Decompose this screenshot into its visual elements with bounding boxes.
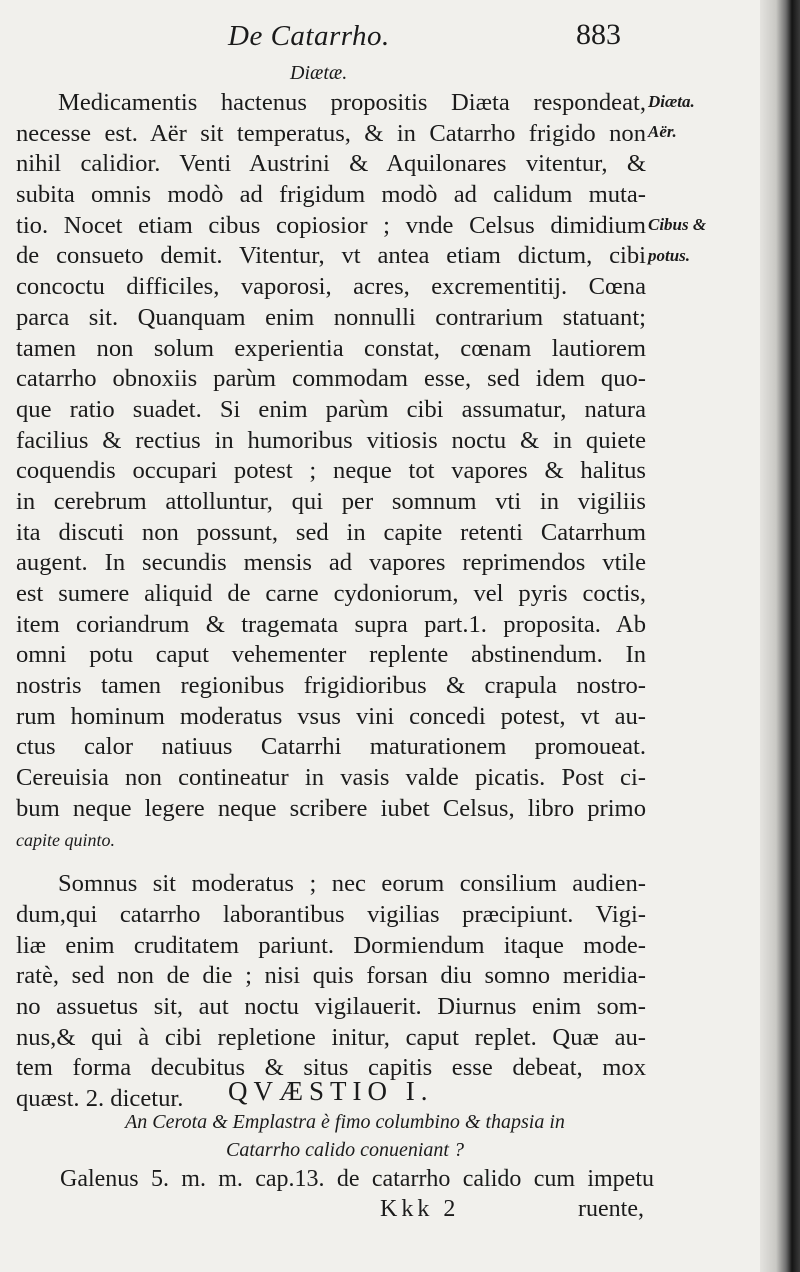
- text-line: necesse est. Aër sit temperatus, & in Catarrho frigido non: [16, 119, 646, 147]
- text-line: est sumere aliquid de carne cydoniorum, vel pyris coctis,: [16, 580, 646, 607]
- text-line: subita omnis modò ad frigidum modò ad calidum muta-: [16, 181, 646, 209]
- galenus-line: Galenus 5. m. m. cap.13. de catarrho calido cum impetu: [60, 1166, 654, 1192]
- margin-note-diaeta: Diæta.: [648, 92, 695, 111]
- text-line: coquendis occupari potest ; neque tot vapores & halitus: [16, 457, 646, 485]
- paragraph-diaeta: [16, 88, 646, 855]
- text-line: omni potu caput vehementer replente abstinendum. In: [16, 641, 646, 669]
- text-line: augent. In secundis mensis ad vapores reprimendos vtile: [16, 549, 646, 577]
- text-line: ctus calor natiuus Catarrhi maturationem promoueat.: [16, 733, 646, 761]
- signature-mark: Kkk 2: [380, 1196, 460, 1222]
- text-line: parca sit. Quanquam enim nonnulli contrarium statuant;: [16, 303, 646, 331]
- margin-note-potus: potus.: [648, 246, 691, 265]
- text-line: bum neque legere neque scribere iubet Celsus, libro primo: [16, 794, 646, 822]
- section-heading: Diætæ.: [290, 62, 348, 84]
- text-line: que ratio suadet. Si enim parùm cibi assumatur, natura: [16, 395, 646, 423]
- text-line: nihil calidior. Venti Austrini & Aquilonares vitentur, &: [16, 150, 646, 178]
- text-line: tamen non solum experientia constat, cœnam lautiorem: [16, 334, 646, 362]
- text-line: concoctu difficiles, vaporosi, acres, excrementitij. Cœna: [16, 273, 646, 301]
- text-line: Cereuisia non contineatur in vasis valde picatis. Post ci-: [16, 764, 646, 792]
- text-line: item coriandrum & tragemata supra part.1. proposita. Ab: [16, 610, 646, 638]
- text-line: capite quinto.: [16, 829, 115, 850]
- text-line: catarrho obnoxiis parùm commodam esse, sed idem quo-: [16, 365, 646, 393]
- page-number: 883: [576, 18, 621, 51]
- question-title: QVÆSTIO I.: [228, 1076, 434, 1106]
- catchword: ruente,: [578, 1196, 644, 1222]
- text-line: tem forma decubitus & situs capitis esse debeat, mox: [16, 1054, 646, 1082]
- text-line: quæst. 2. dicetur.: [16, 1085, 184, 1112]
- margin-note-aer: Aër.: [648, 122, 677, 141]
- running-title: De Catarrho.: [228, 20, 390, 52]
- text-line: nus,& qui à cibi repletione initur, caput replet. Quæ au-: [16, 1023, 646, 1051]
- text-line: Somnus sit moderatus ; nec eorum consilium audien-: [58, 870, 646, 898]
- question-text-line-1: An Cerota & Emplastra è fimo columbino & thapsia in: [125, 1111, 565, 1133]
- text-line: nostris tamen regionibus frigidioribus & crapula nostro-: [16, 672, 646, 700]
- text-line: no assuetus sit, aut noctu vigilauerit. Diurnus enim som-: [16, 992, 646, 1020]
- text-line: de consueto demit. Vitentur, vt antea etiam dictum, cibi: [16, 242, 646, 270]
- text-line: Medicamentis hactenus propositis Diæta respondeat,: [58, 89, 646, 116]
- question-text-line-2: Catarrho calido conueniant ?: [226, 1139, 464, 1161]
- body-text: [16, 88, 646, 1115]
- text-line: ratè, sed non de die ; nisi quis forsan diu somno meridia-: [16, 962, 646, 990]
- text-line: in cerebrum attolluntur, qui per somnum vti in vigiliis: [16, 487, 646, 515]
- text-line: facilius & rectius in humoribus vitiosis noctu & in quiete: [16, 426, 646, 454]
- page-edge-shadow: [760, 0, 800, 1272]
- text-line: tio. Nocet etiam cibus copiosior ; vnde Celsus dimidium: [16, 211, 646, 239]
- text-line: liæ enim cruditatem pariunt. Dormiendum itaque mode-: [16, 931, 646, 959]
- margin-note-cibus: Cibus &: [648, 215, 707, 234]
- text-line: rum hominum moderatus vsus vini concedi potest, vt au-: [16, 702, 646, 730]
- text-line: dum,qui catarrho laborantibus vigilias præcipiunt. Vigi-: [16, 900, 646, 928]
- question-text: [60, 1108, 630, 1164]
- text-line: ita discuti non possunt, sed in capite retenti Catarrhum: [16, 518, 646, 546]
